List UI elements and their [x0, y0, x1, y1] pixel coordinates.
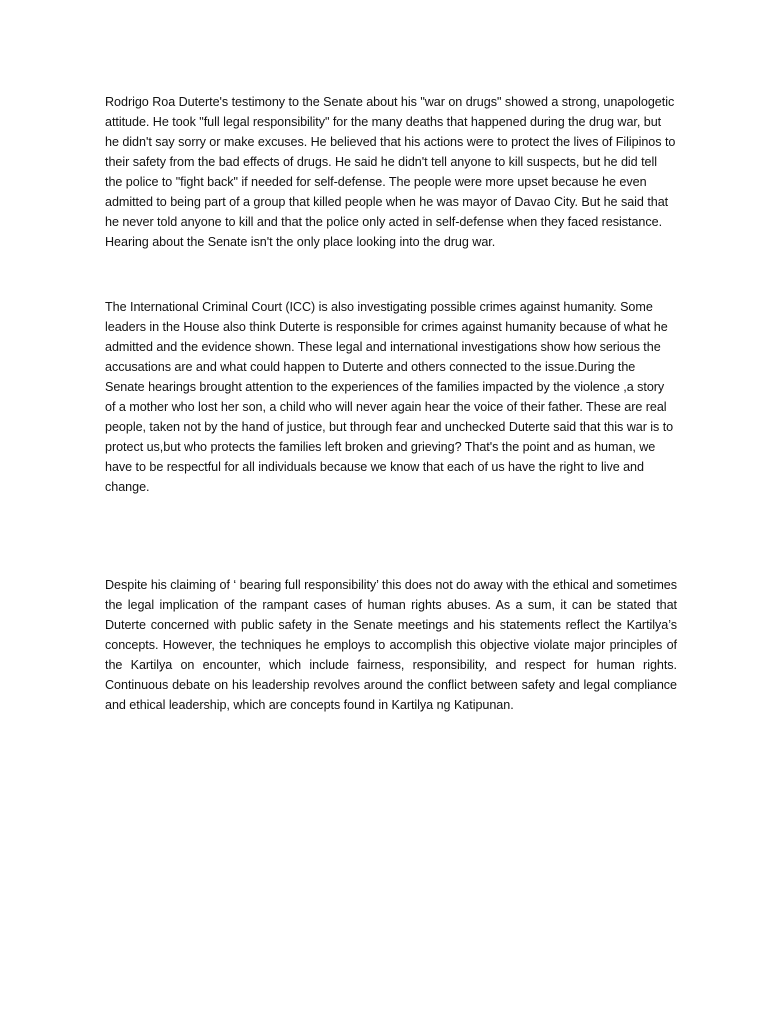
- paragraph-icc-investigation: The International Criminal Court (ICC) is also investigating possible crimes against humanity. Some leaders in the House also think Duterte is responsible for crimes against humanity because of what he admitted and the evidence shown. These legal and international investigations show how serious the accusations are and what could happen to Duterte and others connected to the issue.During the Senate hearings brought attention to the experiences of the families impacted by the violence ,a story of a mother who lost her son, a child who will never again hear the voice of their father. These are real people, taken not by the hand of justice, but through fear and unchecked Duterte said that this war is to protect us,but who protects the families left broken and grieving? That's the point and as human, we have to be respectful for all individuals because we know that each of us have the right to live and change.: [105, 300, 674, 494]
- paragraph-testimony: Rodrigo Roa Duterte's testimony to the Senate about his "war on drugs" showed a strong, unapologetic attitude. He took "full legal responsibility" for the many deaths that happened during the drug war, but he didn't say sorry or make excuses. He believed that his actions were to protect the lives of Filipinos to their safety from the bad effects of drugs. He said he didn't tell anyone to kill suspects, but he did tell the police to "fight back" if needed for self-defense. The people were more upset because he even admitted to being part of a group that killed people when he was mayor of Davao City. But he said that he never told anyone to kill and that the police only acted in self-defense when they faced resistance. Hearing about the Senate isn't the only place looking into the drug war.: [105, 95, 676, 249]
- paragraph-kartilya-conclusion: Despite his claiming of ‘ bearing full responsibility’ this does not do away with the ethical and sometimes the legal implication of the rampant cases of human rights abuses. As a sum, it can be stated that Duterte concerned with public safety in the Senate meetings and his statements reflect the Kartilya’s concepts. However, the techniques he employs to accomplish this objective violate major principles of the Kartilya on encounter, which include fairness, responsibility, and respect for human rights. Continuous debate on his leadership revolves around the conflict between safety and legal compliance and ethical leadership, which are concepts found in Kartilya ng Katipunan.: [105, 578, 677, 712]
